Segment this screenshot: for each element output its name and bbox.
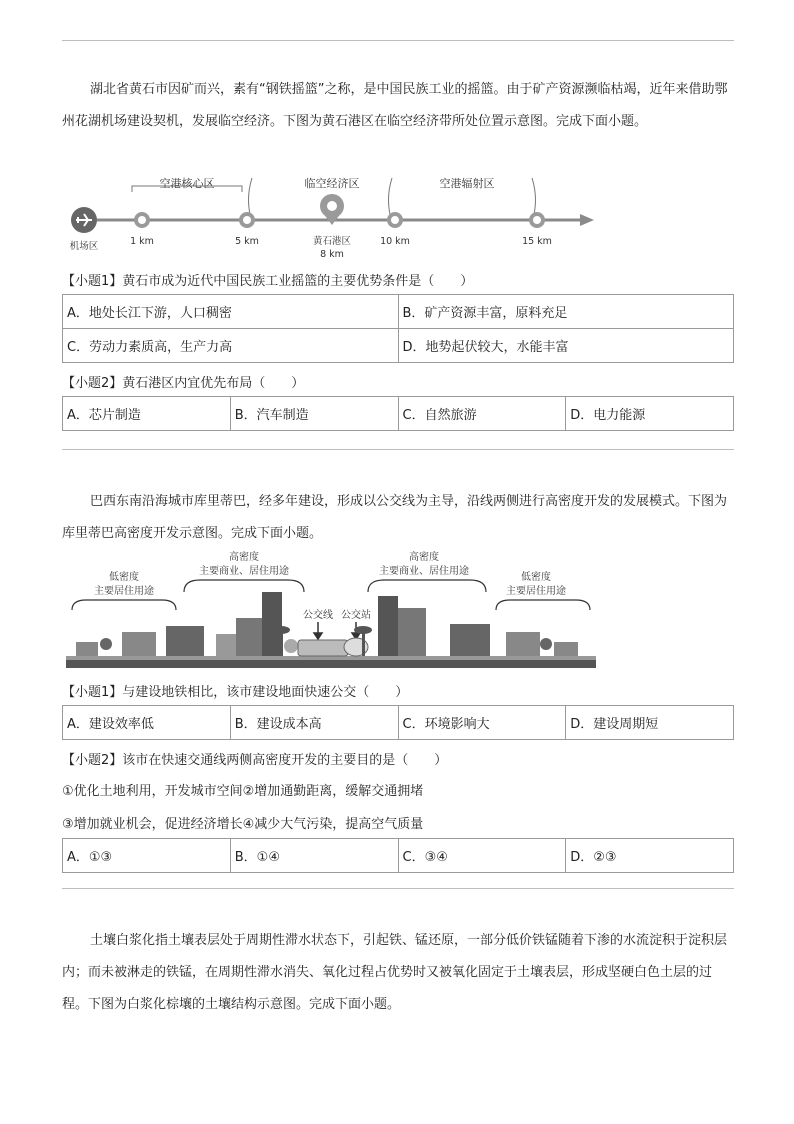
bus-stop-label: 公交站 (341, 610, 371, 621)
p1-q1-option-a[interactable]: A．地处长江下游，人口稠密 (63, 295, 399, 329)
p1-q2-options (62, 396, 734, 431)
p2-q2-stem: 【小题2】该市在快速交通线两侧高密度开发的主要目的是（ ） (62, 753, 448, 768)
p2-q1-option-c[interactable]: C．环境影响大 (398, 706, 566, 740)
divider-1 (62, 449, 734, 450)
p1-q2-option-a[interactable]: A．芯片制造 (63, 397, 231, 431)
stop-marker-1km (134, 212, 150, 228)
stop-label-15km: 15 km (522, 236, 552, 247)
high-density-left-use: 主要商业、居住用途 (199, 566, 289, 577)
p2-q1-option-b[interactable]: B．建设成本高 (230, 706, 398, 740)
stop-marker-5km (239, 212, 255, 228)
p1-q2-stem: 【小题2】黄石港区内宜优先布局（ ） (62, 376, 305, 391)
p2-q2-statement-line2: ③增加就业机会，促进经济增长④减少大气污染，提高空气质量 (62, 817, 424, 832)
zone-label-radiation: 空港辐射区 (439, 177, 495, 190)
p2-q1-option-d[interactable]: D．建设周期短 (566, 706, 734, 740)
stop-label-5km: 5 km (235, 236, 259, 247)
bus-station-icon (284, 638, 368, 656)
stop-label-1km: 1 km (130, 236, 154, 247)
p1-q1-option-c[interactable]: C．劳动力素质高，生产力高 (63, 329, 399, 363)
p2-q2-options (62, 838, 734, 873)
stop-label-8km: 8 km (320, 249, 344, 260)
p2-q2-option-a[interactable]: A．①③ (63, 839, 231, 873)
airplane-icon (71, 207, 97, 233)
p2-q2-option-c[interactable]: C．③④ (398, 839, 566, 873)
p2-q1-stem: 【小题1】与建设地铁相比，该市建设地面快速公交（ ） (62, 685, 409, 700)
divider-2 (62, 888, 734, 889)
high-density-right-label: 高密度 (409, 552, 439, 563)
stop-marker-10km (387, 212, 403, 228)
low-buildings-right (506, 632, 578, 656)
p1-q1-option-b[interactable]: B．矿产资源丰富，原料充足 (398, 295, 734, 329)
low-buildings-left (76, 632, 156, 656)
stop-label-huangshi: 黄石港区 (312, 236, 352, 247)
curitiba-density-diagram (66, 548, 596, 674)
p2-q2-statement-line1: ①优化土地利用，开发城市空间②增加通勤距离，缓解交通拥堵 (62, 784, 424, 799)
high-buildings-right (378, 596, 490, 656)
bus-arrows (314, 622, 360, 639)
p1-q1-options (62, 294, 734, 363)
stop-marker-15km (529, 212, 545, 228)
p2-q2-option-b[interactable]: B．①④ (230, 839, 398, 873)
zone-label-core: 空港核心区 (159, 177, 215, 190)
high-density-left-label: 高密度 (229, 552, 259, 563)
p1-q1-option-d[interactable]: D．地势起伏较大，水能丰富 (398, 329, 734, 363)
zone-label-airport-economy: 临空经济区 (304, 177, 360, 190)
low-density-right-label: 低密度 (521, 572, 551, 583)
p1-q2-option-b[interactable]: B．汽车制造 (230, 397, 398, 431)
passage1-text: 湖北省黄石市因矿而兴，素有“钢铁摇篮”之称，是中国民族工业的摇篮。由于矿产资源濒临枯竭，近年来借助鄂州花湖机场建设契机，发展临空经济。下图为黄石港区在临空经济带所处位置示意图。完成下面小题。 (62, 82, 728, 129)
stop-label-10km: 10 km (380, 236, 410, 247)
bus-line-label: 公交线 (303, 610, 333, 621)
airport-economy-diagram (62, 170, 602, 262)
p2-q1-options (62, 705, 734, 740)
p2-q1-option-a[interactable]: A．建设效率低 (63, 706, 231, 740)
low-density-left-label: 低密度 (109, 572, 139, 583)
high-density-right-use: 主要商业、居住用途 (379, 566, 469, 577)
low-density-left-use: 主要居住用途 (94, 586, 154, 597)
p1-q1-stem: 【小题1】黄石市成为近代中国民族工业摇篮的主要优势条件是（ ） (62, 274, 474, 289)
low-density-right-use: 主要居住用途 (506, 586, 566, 597)
p1-q2-option-c[interactable]: C．自然旅游 (398, 397, 566, 431)
high-buildings-left (166, 592, 282, 656)
road (66, 660, 596, 668)
airport-label: 机场区 (69, 241, 99, 252)
top-divider (62, 40, 734, 41)
passage2-text: 巴西东南沿海城市库里蒂巴，经多年建设，形成以公交线为主导，沿线两侧进行高密度开发的发展模式。下图为库里蒂巴高密度开发示意图。完成下面小题。 (62, 494, 728, 541)
p1-q2-option-d[interactable]: D．电力能源 (566, 397, 734, 431)
p2-q2-option-d[interactable]: D．②③ (566, 839, 734, 873)
axis-arrow (580, 214, 594, 226)
passage3-text: 土壤白浆化指土壤表层处于周期性滞水状态下，引起铁、锰还原，一部分低价铁锰随着下渗的水流淀积于淀积层内；而未被淋走的铁锰，在周期性滞水消失、氧化过程占优势时又被氧化固定于土壤表层，形成坚硬白色土层的过程。下图为白浆化棕壤的土壤结构示意图。完成下面小题。 (62, 933, 728, 1012)
